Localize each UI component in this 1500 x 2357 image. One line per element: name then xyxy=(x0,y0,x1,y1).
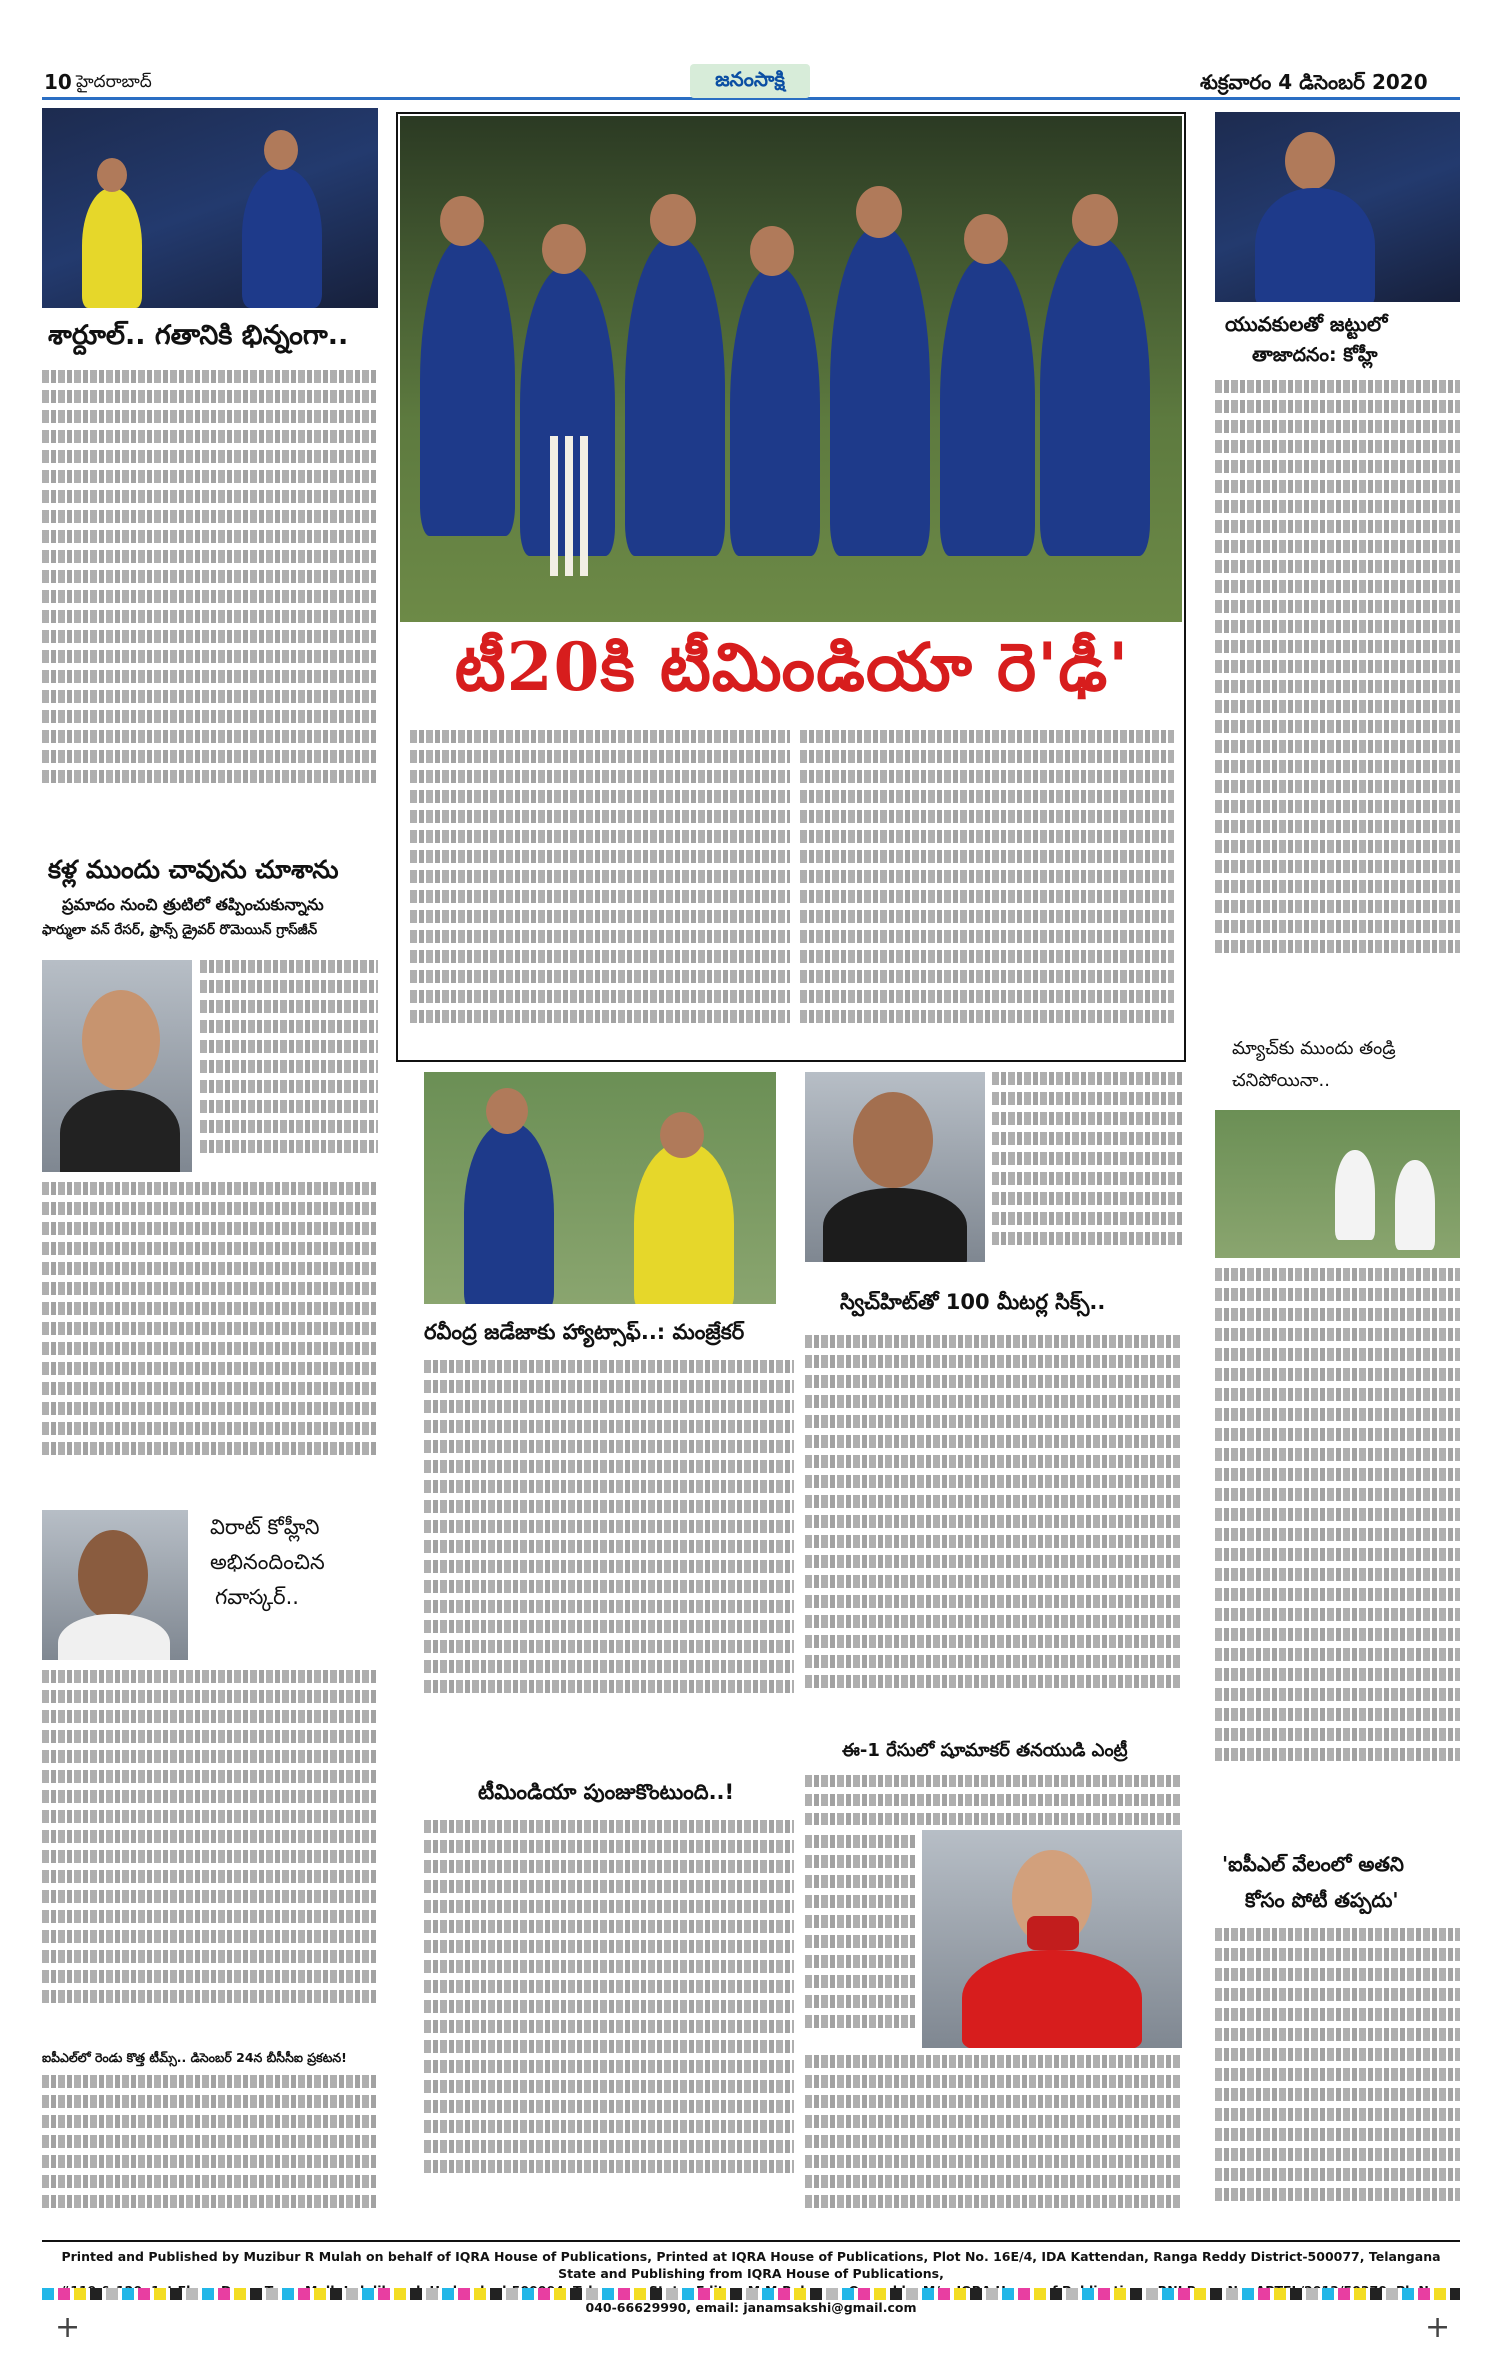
crop-mark-right-icon: + xyxy=(1425,2310,1451,2345)
schumacher-article-top xyxy=(805,1775,1182,1825)
father-headline-2: చనిపోయినా.. xyxy=(1232,1070,1330,1091)
crop-mark-left-icon: + xyxy=(55,2310,81,2345)
jadeja-photo xyxy=(424,1072,776,1304)
page-number: 10 xyxy=(44,70,72,94)
punjukon-headline: టీమిండియా పుంజుకొంటుంది..! xyxy=(478,1780,735,1804)
shardul-article-body xyxy=(42,370,378,820)
cricket-field-photo xyxy=(1215,1110,1460,1258)
ipl-teams-headline: ఐపీఎల్‌లో రెండు కొత్త టీమ్స్‌.. డిసెంబర్‌ 24న బీసీసీఐ ప్రకటన! xyxy=(42,2050,347,2065)
mick-schumacher-photo xyxy=(922,1830,1182,2048)
kohli-headline-2: తాజాదనం: కోహ్లీ xyxy=(1252,344,1378,366)
kohli-headline-1: యువకులతో జట్టులో xyxy=(1225,312,1388,336)
kohli-photo xyxy=(1215,112,1460,302)
grosjean-subhead-2: ఫార్ములా వన్‌ రేసర్‌, ఫ్రాన్స్‌ డ్రైవర్‌ రొమెయిన్‌ గ్రాస్‌జీన్‌ xyxy=(42,922,318,938)
kohli-article-body xyxy=(1215,380,1460,1020)
newspaper-logo: జనంసాక్షి xyxy=(690,64,810,98)
switch-hit-headline: స్విచ్‌హిట్‌తో 100 మీటర్ల సిక్స్‌.. xyxy=(840,1290,1106,1314)
imprint-line-1: Printed and Published by Muzibur R Mulah on behalf of IQRA House of Publications, Printed at IQRA House of Publications, Plot No. 16E/4, IDA Kattendan, Ranga Reddy District-500077, Telangana State and Publishing from IQRA House of Publications, xyxy=(61,2249,1441,2281)
edition-city: హైదరాబాద్ xyxy=(76,72,152,92)
ganguly-article-side xyxy=(992,1072,1182,1262)
team-india-photo xyxy=(400,116,1182,622)
gavaskar-headline-1: విరాట్‌ కోహ్లీని xyxy=(210,1515,320,1539)
ipl-auction-headline-2: కోసం పోటీ తప్పదు' xyxy=(1245,1888,1399,1912)
color-registration-bar xyxy=(42,2288,1460,2300)
gavaskar-headline-3: గవాస్కర్‌.. xyxy=(215,1585,299,1609)
jadeja-headline: రవీంద్ర జడేజాకు హ్యాట్సాఫ్‌..: మంజ్రేకర్‌ xyxy=(424,1320,745,1344)
gavaskar-article-body xyxy=(42,1670,378,2040)
schumacher-headline: ఈ-1 రేసులో షూమాకర్‌ తనయుడి ఎంట్రీ xyxy=(842,1740,1128,1761)
switch-hit-article-body xyxy=(805,1335,1182,1735)
lead-article-col1 xyxy=(410,730,790,1050)
grosjean-article-top xyxy=(200,960,378,1172)
father-article-body xyxy=(1215,1268,1460,1828)
lead-article-col2 xyxy=(800,730,1174,1050)
issue-date: శుక్రవారం 4 డిసెంబర్ 2020 xyxy=(1200,70,1428,94)
schumacher-article-side xyxy=(805,1835,915,2045)
ipl-auction-article-body xyxy=(1215,1928,1460,2228)
ipl-auction-headline-1: 'ఐపీఎల్‌ వేలంలో అతని xyxy=(1222,1852,1404,1876)
ipl-teams-article-body xyxy=(42,2075,378,2225)
gavaskar-photo xyxy=(42,1510,188,1660)
father-headline-1: మ్యాచ్‌కు ముందు తండ్రి xyxy=(1232,1038,1396,1059)
imprint-line-2: 040-66629990, email: janamsakshi@gmail.com xyxy=(585,2300,917,2315)
ganguly-photo xyxy=(805,1072,985,1262)
grosjean-article-body xyxy=(42,1182,378,1482)
grosjean-headline: కళ్ల ముందు చావును చూశాను xyxy=(48,855,339,884)
grosjean-subhead: ప్రమాదం నుంచి త్రుటిలో తప్పించుకున్నాను xyxy=(62,895,324,914)
gavaskar-headline-2: అభినందించిన xyxy=(210,1550,325,1574)
punjukon-article-body xyxy=(424,1820,794,2220)
schumacher-article-body xyxy=(805,2055,1182,2225)
jadeja-article-body xyxy=(424,1360,794,1740)
shardul-headline: శార్దూల్.. గతానికి భిన్నంగా.. xyxy=(48,320,349,351)
shardul-photo xyxy=(42,108,378,308)
lead-headline: టీ20కి టీమిండియా రె'ఢీ' xyxy=(454,628,1130,706)
grosjean-photo xyxy=(42,960,192,1172)
imprint-footer xyxy=(42,2240,1460,2316)
